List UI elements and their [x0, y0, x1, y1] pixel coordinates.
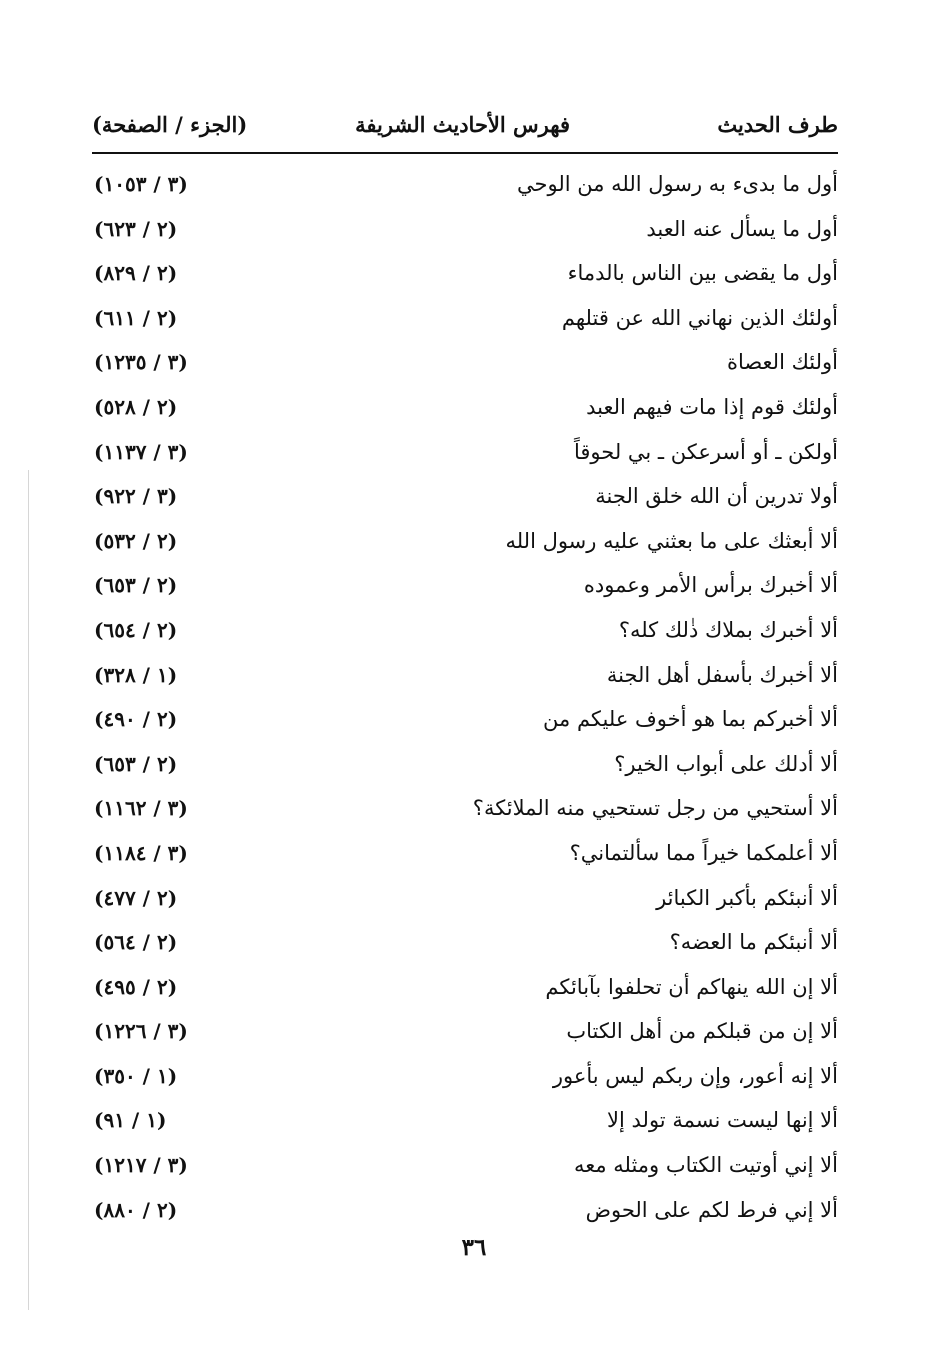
hadith-text: ألا أدلك على أبواب الخير؟ — [614, 751, 838, 776]
volume-page-ref: (٢ / ٦٢٣) — [94, 216, 178, 241]
list-item — [92, 567, 838, 612]
scan-margin-line — [28, 470, 29, 1310]
volume-page-ref: (٢ / ٦٥٣) — [94, 751, 178, 776]
volume-page-ref: (٣ / ١٢١٧) — [94, 1153, 188, 1178]
list-item — [92, 211, 838, 256]
volume-page-ref: (٢ / ٤٩٥) — [94, 974, 178, 999]
hadith-text: ألا إن من قبلكم من أهل الكتاب — [566, 1019, 838, 1044]
list-item — [92, 880, 838, 925]
hadith-text: ألا إنه أعور، وإن ربكم ليس بأعور — [552, 1063, 838, 1088]
volume-page-ref: (٢ / ٨٢٩) — [94, 261, 178, 286]
volume-page-ref: (٢ / ٤٩٠) — [94, 707, 178, 732]
list-item — [92, 701, 838, 746]
hadith-text: ألا إني فرط لكم على الحوض — [585, 1197, 838, 1222]
list-item — [92, 1192, 838, 1237]
hadith-text: أولئك قوم إذا مات فيهم العبد — [586, 394, 838, 419]
hadith-text: ألا أنبئكم بأكبر الكبائر — [656, 885, 838, 910]
volume-page-ref: (٣ / ١١٨٤) — [94, 840, 188, 865]
volume-page-ref: (٢ / ٥٢٨) — [94, 394, 178, 419]
list-item — [92, 657, 838, 702]
list-item — [92, 255, 838, 300]
hadith-text: ألا إن الله ينهاكم أن تحلفوا بآبائكم — [545, 974, 838, 999]
hadith-text: أولا تدرين أن الله خلق الجنة — [595, 484, 838, 509]
volume-page-ref: (١ / ٣٥٠) — [94, 1063, 178, 1088]
volume-page-ref: (٣ / ١١٦٢) — [94, 796, 188, 821]
volume-page-ref: (٢ / ٥٣٢) — [94, 528, 178, 553]
volume-page-ref: (١ / ٩١) — [94, 1108, 167, 1133]
hadith-text: ألا أخبرك برأس الأمر وعموده — [583, 573, 838, 598]
volume-page-ref: (٢ / ٦٥٤) — [94, 617, 178, 642]
list-item — [92, 389, 838, 434]
list-item — [92, 969, 838, 1014]
list-item — [92, 523, 838, 568]
volume-page-ref: (٣ / ٩٢٢) — [94, 484, 178, 509]
list-item — [92, 790, 838, 835]
volume-page-ref: (٣ / ١٢٣٥) — [94, 350, 188, 375]
list-item — [92, 835, 838, 880]
volume-page-ref: (٢ / ٤٧٧) — [94, 885, 178, 910]
list-item — [92, 1102, 838, 1147]
hadith-text: أولكن ـ أو أسرعكن ـ بي لحوقاً — [573, 439, 838, 464]
hadith-text: أول ما يقضى بين الناس بالدماء — [567, 261, 838, 286]
list-item — [92, 344, 838, 389]
volume-page-ref: (٢ / ٨٨٠) — [94, 1197, 178, 1222]
hadith-text: ألا أبعثك على ما بعثني عليه رسول الله — [505, 528, 838, 553]
header-column-volume-page: (الجزء / الصفحة) — [92, 112, 248, 137]
list-item — [92, 746, 838, 791]
volume-page-ref: (٢ / ٦١١) — [94, 305, 178, 330]
running-header — [92, 108, 838, 148]
header-rule — [92, 152, 838, 154]
hadith-text: ألا أنبئكم ما العضه؟ — [669, 930, 838, 955]
list-item — [92, 166, 838, 211]
volume-page-ref: (٣ / ١٠٥٣) — [94, 172, 188, 196]
hadith-text: ألا أعلمكما خيراً مما سألتماني؟ — [569, 840, 838, 865]
hadith-text: ألا أخبرك بأسفل أهل الجنة — [606, 662, 838, 687]
list-item — [92, 1013, 838, 1058]
volume-page-ref: (٢ / ٦٥٣) — [94, 573, 178, 598]
list-item — [92, 478, 838, 523]
hadith-text: أول ما يسأل عنه العبد — [646, 216, 838, 241]
list-item — [92, 300, 838, 345]
hadith-text: أولئك الذين نهاني الله عن قتلهم — [561, 305, 838, 330]
hadith-text: أول ما بدىء به رسول الله من الوحي — [517, 172, 838, 196]
volume-page-ref: (٣ / ١٢٢٦) — [94, 1019, 188, 1044]
hadith-text: أولئك العصاة — [726, 350, 838, 375]
volume-page-ref: (٢ / ٥٦٤) — [94, 930, 178, 955]
hadith-text: ألا إنها ليست نسمة تولد إلا — [607, 1108, 838, 1133]
header-column-hadith: طرف الحديث — [717, 112, 838, 137]
volume-page-ref: (١ / ٣٢٨) — [94, 662, 178, 687]
hadith-text: ألا أستحيي من رجل تستحيي منه الملائكة؟ — [472, 796, 838, 821]
hadith-text: ألا أخبرك بملاك ذٰلك كله؟ — [618, 617, 838, 642]
list-item — [92, 1147, 838, 1192]
hadith-text: ألا أخبركم بما هو أخوف عليكم من — [543, 707, 838, 732]
list-item — [92, 434, 838, 479]
volume-page-ref: (٣ / ١١٣٧) — [94, 439, 188, 464]
list-item — [92, 612, 838, 657]
hadith-index-list — [92, 166, 838, 1236]
page-number: ٣٦ — [461, 1234, 487, 1261]
header-title: فهرس الأحاديث الشريفة — [355, 112, 570, 137]
list-item — [92, 1058, 838, 1103]
list-item — [92, 924, 838, 969]
hadith-text: ألا إني أوتيت الكتاب ومثله معه — [573, 1153, 838, 1178]
